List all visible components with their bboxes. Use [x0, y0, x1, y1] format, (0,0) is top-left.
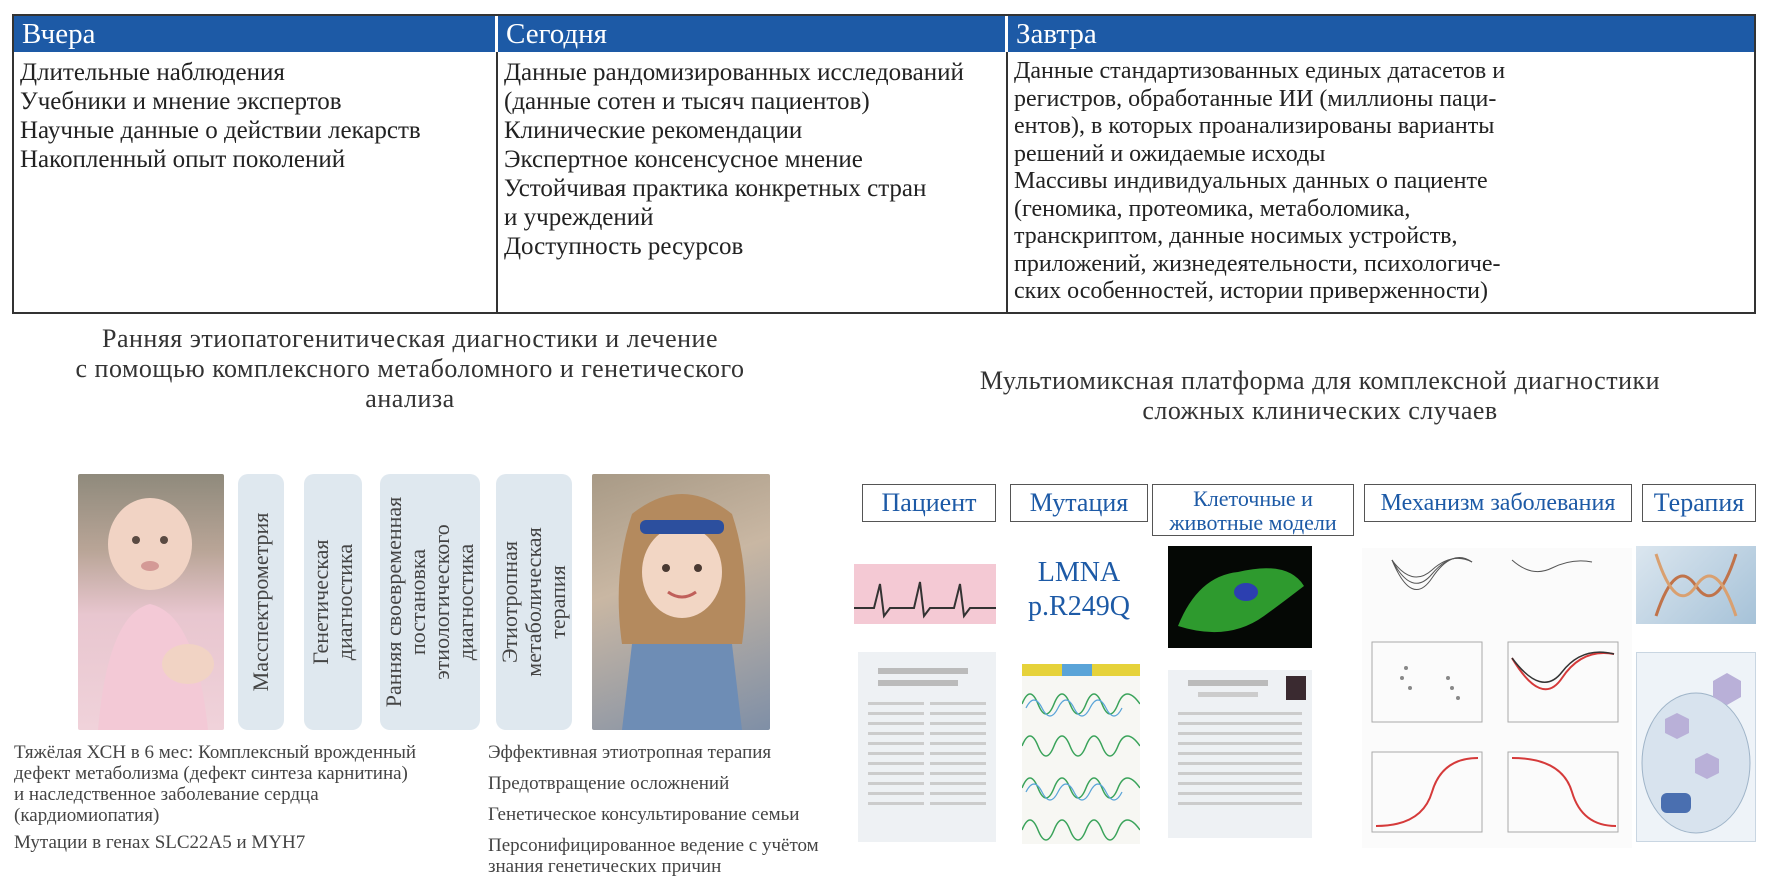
cell-line: Накопленный опыт поколений — [20, 146, 346, 173]
paper-lines — [1168, 670, 1312, 838]
gene-name: LMNA — [1037, 557, 1121, 588]
step-label — [309, 474, 357, 730]
right-section-title — [890, 366, 1750, 426]
step-label-line: Ранняя своевременная — [381, 496, 406, 708]
dna-therapy-image — [1636, 546, 1756, 624]
title-line: анализа — [365, 384, 455, 413]
cell-line: Данные стандартизованных единых датасетов и — [1014, 58, 1506, 84]
paper-lines — [858, 652, 996, 842]
column-tomorrow — [1008, 52, 1754, 312]
caption-line: и наследственное заболевание сердца — [14, 784, 319, 805]
outcomes-list — [488, 742, 888, 877]
step-label-line: Генетическая — [308, 539, 333, 665]
chromatogram-traces — [1022, 664, 1140, 844]
column-yesterday — [14, 52, 498, 312]
cell-line: Экспертное консенсусное мнение — [504, 146, 863, 173]
sequencing-chromatogram — [1022, 664, 1140, 844]
cell-fluorescence-image — [1168, 546, 1312, 648]
label-line: Клеточные и — [1193, 486, 1313, 511]
caption-line: Мутации в генах SLC22A5 и MYH7 — [14, 832, 306, 853]
step-label — [382, 474, 478, 730]
caption-line: Предотвращение осложнений — [488, 773, 730, 794]
cell-line: (данные сотен и тысяч пациентов) — [504, 88, 870, 115]
step-label-line: метаболическая — [521, 527, 546, 677]
comparison-table — [12, 14, 1756, 314]
cell-line: Массивы индивидуальных данных о пациенте — [1014, 168, 1488, 194]
mutation-id — [1010, 556, 1148, 624]
step-genetic-diagnostics — [304, 474, 362, 730]
cell-diagram — [1637, 653, 1755, 841]
label-patient: Пациент — [862, 484, 996, 522]
caption-line: (кардиомиопатия) — [14, 805, 160, 826]
case-description — [14, 742, 484, 853]
step-label — [498, 474, 570, 730]
cell-shape — [1168, 546, 1312, 648]
dna-helix — [1636, 546, 1756, 624]
cell-line: Устойчивая практика конкретных стран — [504, 175, 927, 202]
child-illustration — [592, 474, 770, 730]
step-mass-spectrometry — [238, 474, 284, 730]
cell-paper-thumbnail — [1168, 670, 1312, 838]
title-line: Ранняя этиопатогенитическая диагностики и лечение — [101, 324, 719, 353]
cell-line: приложений, жизнедеятельности, психологиче- — [1014, 250, 1501, 277]
left-section-title — [20, 324, 800, 414]
caption-line: Персонифицированное ведение с учётом — [488, 835, 819, 856]
infant-illustration — [78, 474, 224, 730]
cell-line: и учреждений — [504, 204, 654, 231]
caption-line: Тяжёлая ХСН в 6 мес: Комплексный врожденный — [14, 742, 417, 763]
step-label-line: диагностика — [332, 543, 357, 661]
cell-line: регистров, обработанные ИИ (миллионы паци- — [1014, 85, 1497, 112]
step-early-diagnosis — [380, 474, 480, 730]
step-etiotropic-therapy — [496, 474, 572, 730]
child-photo — [592, 474, 770, 730]
header-yesterday: Вчера — [14, 16, 498, 52]
caption-line: знания генетических причин — [488, 856, 722, 877]
title-line: сложных клинических случаев — [1142, 396, 1498, 425]
mechanism-plots — [1362, 548, 1632, 848]
cell-line: Клинические рекомендации — [504, 117, 803, 144]
label-cell-models — [1152, 484, 1354, 536]
step-label-line: постановка — [405, 549, 430, 656]
cell-line: решений и ожидаемые исходы — [1014, 140, 1326, 167]
cell-line: Длительные наблюдения — [20, 59, 285, 86]
cell-line: Данные рандомизированных исследований — [504, 59, 964, 86]
step-label-line: Этиотропная — [497, 541, 522, 663]
cell-line: ских особенностей, истории приверженности) — [1014, 278, 1488, 304]
cell-line: Доступность ресурсов — [504, 233, 744, 260]
title-line: с помощью комплексного метаболомного и генетического — [75, 354, 745, 383]
label-mechanism: Механизм заболевания — [1364, 484, 1632, 522]
cell-line: Учебники и мнение экспертов — [20, 88, 342, 115]
title-line: Мультиомиксная платформа для комплексной диагностики — [979, 366, 1661, 395]
step-label-line: терапия — [545, 565, 570, 639]
step-label — [249, 474, 273, 730]
label-therapy: Терапия — [1642, 484, 1756, 522]
patient-paper-thumbnail — [858, 652, 996, 842]
caption-line: дефект метаболизма (дефект синтеза карнитина) — [14, 763, 408, 784]
column-today — [498, 52, 1008, 312]
header-tomorrow: Завтра — [1008, 16, 1754, 52]
label-mutation: Мутация — [1010, 484, 1148, 522]
variant-name: p.R249Q — [1028, 591, 1130, 622]
header-today: Сегодня — [498, 16, 1008, 52]
cell-line: ентов), в которых проанализированы варианты — [1014, 113, 1495, 139]
ecg-trace — [854, 564, 996, 624]
cell-line: (геномика, протеомика, метаболомика, — [1014, 195, 1411, 222]
cell-line: Научные данные о действии лекарств — [20, 117, 421, 144]
step-label-line: диагностика — [453, 543, 478, 661]
cell-line: транскриптом, данные носимых устройств, — [1014, 223, 1458, 249]
infant-photo — [78, 474, 224, 730]
caption-line: Эффективная этиотропная терапия — [488, 742, 772, 763]
ecg-thumbnail — [854, 564, 996, 624]
mechanism-curves — [1362, 548, 1632, 848]
step-label-line: этиологического — [429, 524, 454, 680]
label-line: животные модели — [1169, 510, 1337, 535]
step-label-line: Масспектрометрия — [248, 512, 273, 692]
caption-line: Генетическое консультирование семьи — [488, 804, 800, 825]
therapy-mechanism-diagram — [1636, 652, 1756, 842]
